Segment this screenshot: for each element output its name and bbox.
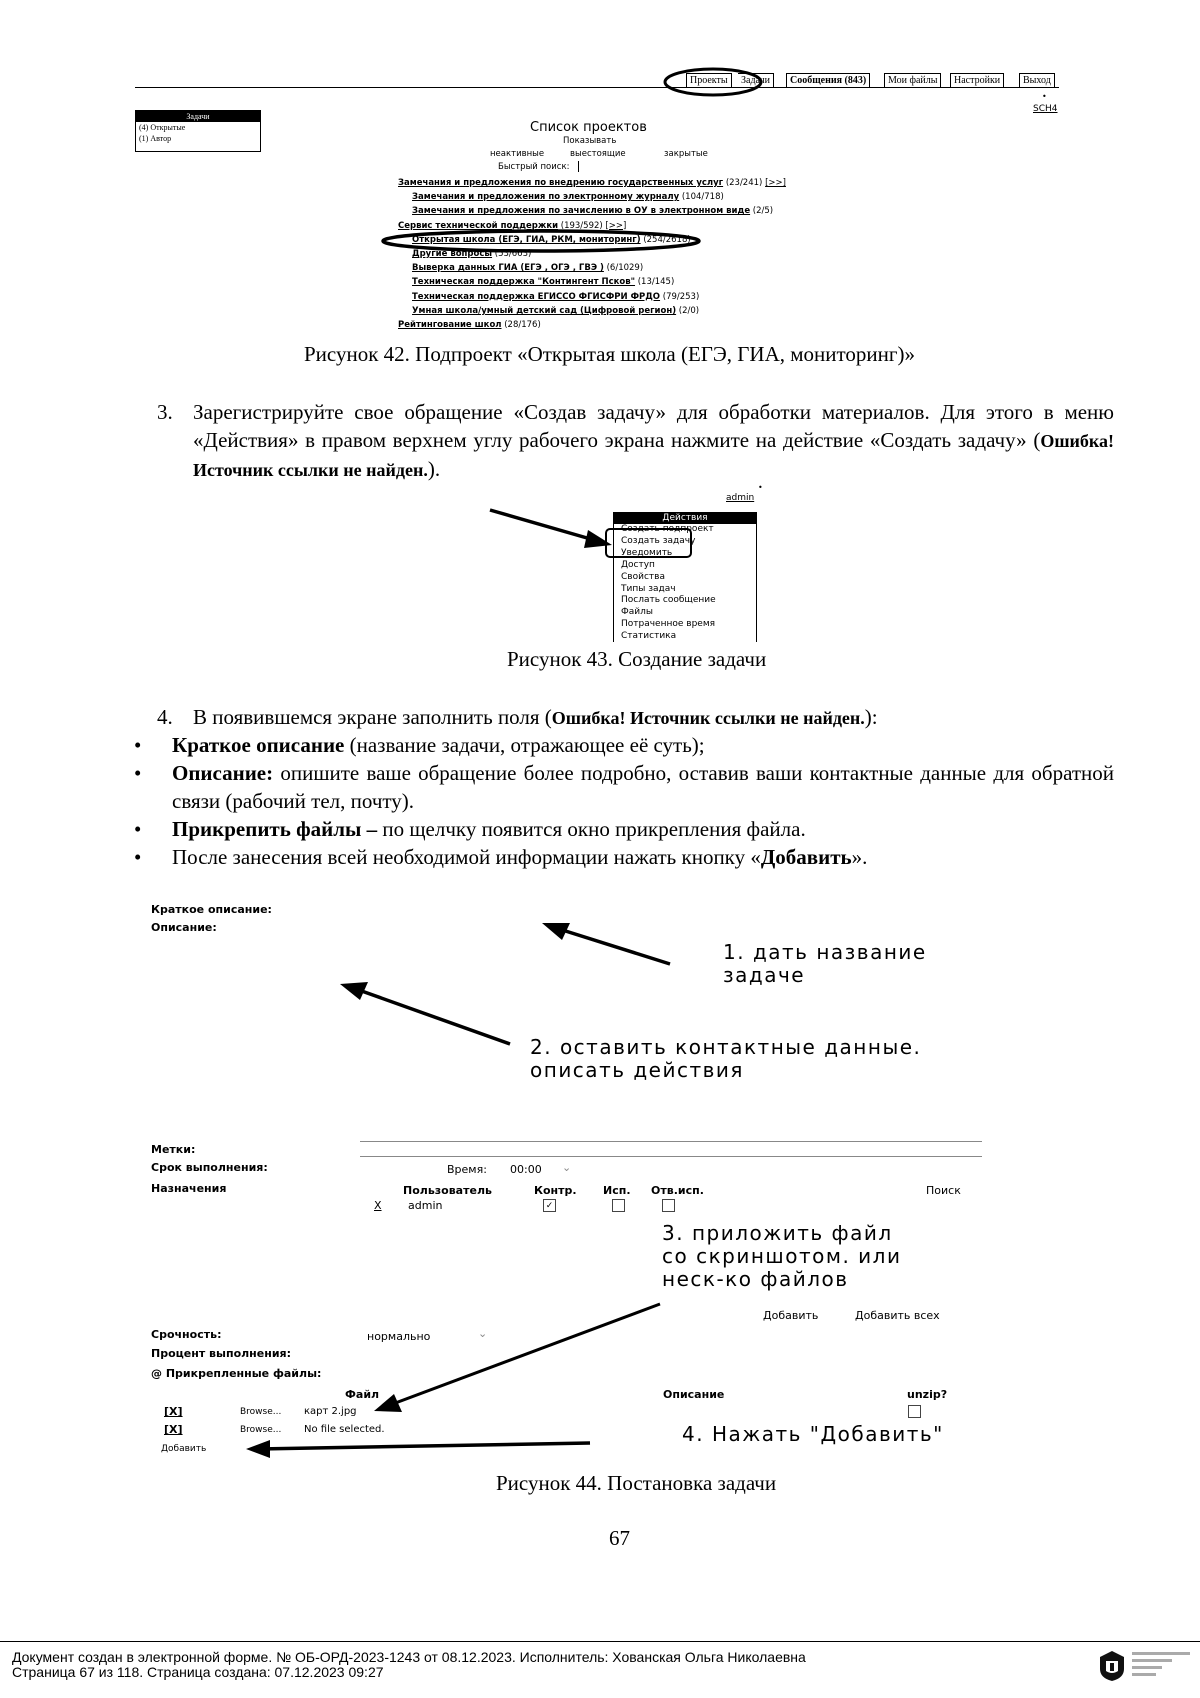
step-3-text: Зарегистрируйте свое обращение «Создав задачу» для обработки материалов. Для этого в меню «Действия» в правом верхнем углу рабочего экрана нажмите на действие «Создать задачу» (Ошибка! Источник ссылки не найден.). <box>193 400 1114 481</box>
project-link[interactable]: Сервис технической поддержки <box>398 220 559 231</box>
col-user: Пользователь <box>403 1184 492 1197</box>
note-2: 2. оставить контактные данные. описать действия <box>530 1035 922 1082</box>
nav-logout[interactable]: Выход <box>1019 73 1055 88</box>
nav-my-files[interactable]: Мои файлы <box>884 73 941 88</box>
attached-files-label: @ Прикрепленные файлы: <box>151 1367 322 1380</box>
project-row <box>398 204 786 218</box>
project-list-title: Список проектов <box>530 120 647 135</box>
quick-search-input[interactable] <box>578 161 579 172</box>
arrow-to-create-task <box>486 500 716 570</box>
search-link[interactable]: Поиск <box>926 1184 961 1197</box>
remove-file-1-button[interactable]: [X] <box>164 1405 183 1418</box>
dot-mark-2: • <box>758 483 763 492</box>
dot-mark: • <box>1042 92 1047 101</box>
filter-closed[interactable]: закрытые <box>664 149 708 159</box>
project-count: (6/1029) <box>606 263 644 274</box>
note-3: 3. приложить файл со скриншотом. или неск-ко файлов <box>662 1221 902 1291</box>
deadline-label: Срок выполнения: <box>151 1161 268 1174</box>
expand-link[interactable]: [>>] <box>605 220 627 231</box>
project-count: (2/0) <box>678 305 700 316</box>
control-checkbox[interactable]: ✓ <box>543 1199 556 1212</box>
col-executor: Исп. <box>603 1184 631 1197</box>
file-1-name: карт 2.jpg <box>304 1406 357 1417</box>
annotation-arrows-1-2 <box>330 910 700 1050</box>
tasks-author-item[interactable]: (1) Автор <box>139 134 172 143</box>
project-link[interactable]: Умная школа/умный детский сад (Цифровой регион) <box>412 305 677 316</box>
project-row <box>398 190 786 204</box>
responsible-checkbox[interactable] <box>662 1199 675 1212</box>
project-row <box>398 176 786 190</box>
project-link[interactable]: Выверка данных ГИА (ЕГЭ , ОГЭ , ГВЭ ) <box>412 263 604 274</box>
unzip-checkbox[interactable] <box>908 1405 921 1418</box>
description-label: Описание: <box>151 921 217 934</box>
time-input[interactable]: 00:00 <box>510 1163 542 1176</box>
project-link[interactable]: Замечания и предложения по электронному журналу <box>412 192 680 203</box>
desc-col-header: Описание <box>663 1388 725 1401</box>
project-row <box>398 304 786 318</box>
nav-tasks[interactable]: Задачи <box>738 73 774 88</box>
bullet-add-button: • После занесения всей необходимой информации нажать кнопку «Добавить». <box>134 845 868 869</box>
note-1: 1. дать название задаче <box>723 940 927 987</box>
expand-link[interactable]: [>>] <box>765 178 786 188</box>
highlight-ellipse-open-school <box>378 226 708 256</box>
tasks-open-item[interactable]: (4) Открытые <box>139 123 186 132</box>
step-4-number: 4. <box>157 705 173 729</box>
assigned-user: admin <box>408 1199 443 1212</box>
filter-pending[interactable]: выестоящие <box>570 149 626 159</box>
user-link[interactable]: SCH4 <box>1033 104 1058 114</box>
tags-input-border[interactable] <box>360 1141 982 1142</box>
time-label: Время: <box>447 1163 487 1176</box>
page-number: 67 <box>609 1526 630 1550</box>
project-count: (254/2618) <box>643 234 691 245</box>
filter-inactive[interactable]: неактивные <box>490 149 545 159</box>
actions-menu-item[interactable]: Создать задачу <box>621 535 696 546</box>
actions-menu-item[interactable]: Уведомить <box>621 547 673 558</box>
project-count: (23/241) <box>725 178 763 188</box>
assignments-label: Назначения <box>151 1182 227 1195</box>
footer-line-1: Документ создан в электронной форме. № ОБ-ОРД-2023-1243 от 08.12.2023. Исполнитель: Хованская Ольга Николаевна <box>12 1649 806 1665</box>
actions-menu-item[interactable]: Создать подпроект <box>621 524 714 534</box>
figure-42-caption: Рисунок 42. Подпроект «Открытая школа (ЕГЭ, ГИА, мониторинг)» <box>304 342 916 366</box>
government-emblem-icon <box>1097 1649 1127 1683</box>
col-control: Контр. <box>534 1184 577 1197</box>
figure-44-caption: Рисунок 44. Постановка задачи <box>496 1471 777 1495</box>
project-count: (13/145) <box>637 277 675 288</box>
tasks-box <box>135 110 261 152</box>
actions-menu-item[interactable]: Доступ <box>621 559 655 570</box>
browse-button-2[interactable]: Browse... <box>240 1425 282 1435</box>
step-3-number: 3. <box>157 400 173 424</box>
actions-menu-item[interactable]: Потраченное время <box>621 619 716 630</box>
bullet-short-desc: • Краткое описание (название задачи, отражающее её суть); <box>134 733 705 757</box>
project-count: (193/592) <box>560 220 603 231</box>
nav-projects[interactable]: Проекты <box>686 73 732 88</box>
nav-settings[interactable]: Настройки <box>950 73 1004 88</box>
tasks-box-header: Задачи <box>136 111 260 122</box>
project-row <box>398 290 786 304</box>
urgency-select[interactable]: нормально <box>367 1330 431 1343</box>
annotation-arrows-3-4 <box>240 1298 670 1458</box>
project-count: (2/5) <box>752 206 774 217</box>
show-label: Показывать <box>563 136 617 146</box>
bullet-attach-files: • Прикрепить файлы – по щелчку появится окно прикрепления файла. <box>134 817 806 841</box>
file-2-name: No file selected. <box>304 1424 385 1435</box>
note-4: 4. Нажать "Добавить" <box>682 1422 944 1446</box>
project-row <box>398 275 786 289</box>
project-link[interactable]: Замечания и предложения по внедрению государственных услуг <box>398 178 724 188</box>
project-count: (53/663) <box>494 249 532 260</box>
short-desc-label: Краткое описание: <box>151 903 272 916</box>
project-count: (28/176) <box>504 320 541 331</box>
actions-menu-item[interactable]: Послать сообщение <box>621 595 716 606</box>
tags-input-border-2 <box>360 1156 982 1157</box>
footer-line-2: Страница 67 из 118. Страница создана: 07.12.2023 09:27 <box>12 1664 384 1680</box>
add-task-button[interactable]: Добавить <box>161 1444 207 1454</box>
remove-file-2-button[interactable]: [X] <box>164 1423 183 1436</box>
actions-menu-item[interactable]: Типы задач <box>621 583 676 594</box>
urgency-chevron-down-icon[interactable]: ⌄ <box>478 1327 488 1340</box>
figure-43-caption: Рисунок 43. Создание задачи <box>507 647 767 671</box>
highlight-ellipse-projects <box>660 65 770 101</box>
project-link[interactable]: Замечания и предложения по зачислению в ОУ в электронном виде <box>412 206 751 217</box>
actions-menu-item[interactable]: Файлы <box>621 607 653 618</box>
project-count: (104/718) <box>681 192 724 203</box>
bullet-description: • Описание: опишите ваше обращение более подробно, оставив ваши контактные данные для обратной связи (рабочий тел, почту). <box>134 761 1114 813</box>
add-user-button[interactable]: Добавить <box>763 1309 819 1322</box>
add-all-button[interactable]: Добавить всех <box>855 1309 940 1322</box>
project-row <box>398 261 786 275</box>
tags-label: Метки: <box>151 1143 196 1156</box>
percent-label: Процент выполнения: <box>151 1347 292 1360</box>
quick-search-label: Быстрый поиск: <box>498 162 570 172</box>
project-row <box>398 318 786 332</box>
project-link[interactable]: Рейтингование школ <box>398 320 502 331</box>
executor-checkbox[interactable] <box>612 1199 625 1212</box>
remove-user-button[interactable]: X <box>374 1199 382 1212</box>
project-link[interactable]: Техническая поддержка ЕГИССО ФГИСФРИ ФРДО <box>412 291 661 302</box>
file-col-header: Файл <box>345 1388 380 1401</box>
urgency-label: Срочность: <box>151 1328 222 1341</box>
time-dropdown-chevron-icon[interactable]: ⌄ <box>562 1161 572 1174</box>
col-responsible: Отв.исп. <box>651 1184 704 1197</box>
government-logo-text-icon <box>1132 1650 1194 1680</box>
step-4-text: В появившемся экране заполнить поля (Ошибка! Источник ссылки не найден.): <box>193 705 878 729</box>
browse-button-1[interactable]: Browse... <box>240 1407 282 1417</box>
project-count: (79/253) <box>662 291 700 302</box>
unzip-col-header: unzip? <box>907 1388 948 1401</box>
project-link[interactable]: Открытая школа (ЕГЭ, ГИА, РКМ, мониторинг) <box>412 234 641 245</box>
project-link[interactable]: Другие вопросы <box>412 249 493 260</box>
nav-messages[interactable]: Сообщения (843) <box>786 73 870 88</box>
actions-menu-item[interactable]: Свойства <box>621 571 665 582</box>
project-link[interactable]: Техническая поддержка "Контингент Псков" <box>412 277 636 288</box>
actions-menu-item[interactable]: Статистика <box>621 631 677 642</box>
actions-menu-header: Действия <box>614 512 756 524</box>
admin-link[interactable]: admin <box>726 493 755 503</box>
footer-divider <box>0 1641 1200 1642</box>
